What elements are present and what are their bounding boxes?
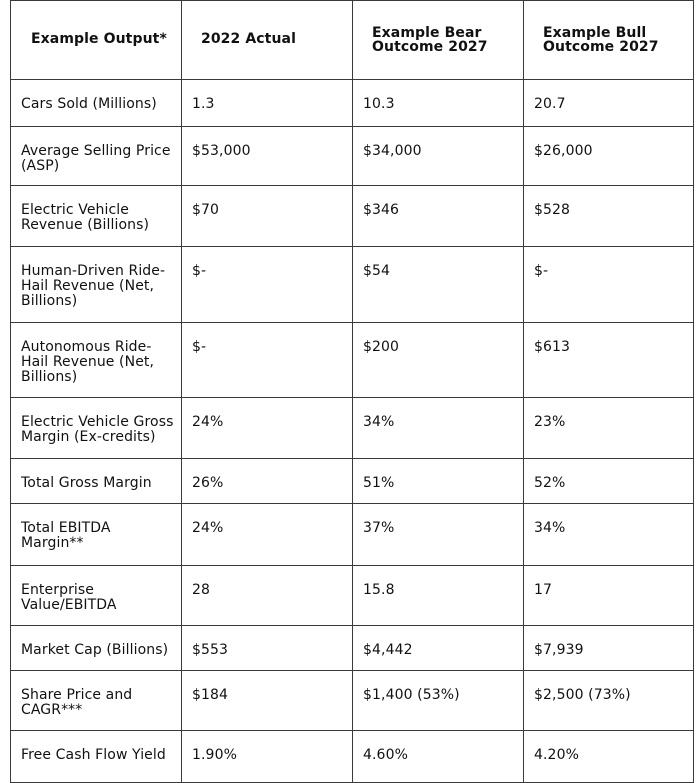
- cell-2022-actual: $553: [182, 626, 353, 671]
- cell-bear-2027: $200: [353, 323, 524, 398]
- cell-bull-2027: $7,939: [524, 626, 694, 671]
- cell-bull-2027: 52%: [524, 459, 694, 504]
- cell-bear-2027: $34,000: [353, 127, 524, 186]
- row-label: Free Cash Flow Yield: [11, 731, 182, 783]
- table-row: [11, 186, 694, 247]
- cell-bull-2027: $528: [524, 186, 694, 247]
- table-row: [11, 626, 694, 671]
- table-row: [11, 459, 694, 504]
- row-label: Share Price and CAGR***: [11, 671, 182, 731]
- cell-2022-actual: 24%: [182, 504, 353, 566]
- row-label: Enterprise Value/EBITDA: [11, 566, 182, 626]
- cell-bear-2027: $4,442: [353, 626, 524, 671]
- cell-bear-2027: $54: [353, 247, 524, 323]
- cell-2022-actual: $53,000: [182, 127, 353, 186]
- cell-bear-2027: 34%: [353, 398, 524, 459]
- cell-bull-2027: 4.20%: [524, 731, 694, 783]
- cell-bull-2027: 17: [524, 566, 694, 626]
- row-label: Total EBITDA Margin**: [11, 504, 182, 566]
- table-row: [11, 731, 694, 783]
- cell-bull-2027: 34%: [524, 504, 694, 566]
- cell-2022-actual: 1.90%: [182, 731, 353, 783]
- cell-bear-2027: $346: [353, 186, 524, 247]
- table-row: [11, 80, 694, 127]
- header-metric: Example Output*: [11, 1, 182, 80]
- row-label: Electric Vehicle Gross Margin (Ex-credits): [11, 398, 182, 459]
- table-body: [11, 80, 694, 783]
- row-label: Cars Sold (Millions): [11, 80, 182, 127]
- cell-2022-actual: 26%: [182, 459, 353, 504]
- table-row: [11, 671, 694, 731]
- cell-2022-actual: $-: [182, 323, 353, 398]
- cell-bull-2027: $26,000: [524, 127, 694, 186]
- cell-2022-actual: 28: [182, 566, 353, 626]
- row-label: Average Selling Price (ASP): [11, 127, 182, 186]
- cell-bear-2027: $1,400 (53%): [353, 671, 524, 731]
- cell-bear-2027: 15.8: [353, 566, 524, 626]
- cell-bear-2027: 4.60%: [353, 731, 524, 783]
- cell-bull-2027: 23%: [524, 398, 694, 459]
- cell-bull-2027: $2,500 (73%): [524, 671, 694, 731]
- cell-2022-actual: 1.3: [182, 80, 353, 127]
- cell-bull-2027: $613: [524, 323, 694, 398]
- cell-bear-2027: 51%: [353, 459, 524, 504]
- table-header: [11, 1, 694, 80]
- cell-2022-actual: $70: [182, 186, 353, 247]
- header-row: [11, 1, 694, 80]
- row-label: Autonomous Ride-Hail Revenue (Net, Billions): [11, 323, 182, 398]
- table-row: [11, 398, 694, 459]
- header-bear-2027: Example Bear Outcome 2027: [353, 1, 524, 80]
- cell-bull-2027: 20.7: [524, 80, 694, 127]
- row-label: Market Cap (Billions): [11, 626, 182, 671]
- table-row: [11, 127, 694, 186]
- cell-bear-2027: 37%: [353, 504, 524, 566]
- cell-2022-actual: $184: [182, 671, 353, 731]
- cell-2022-actual: 24%: [182, 398, 353, 459]
- cell-2022-actual: $-: [182, 247, 353, 323]
- table-row: [11, 504, 694, 566]
- header-bull-2027: Example Bull Outcome 2027: [524, 1, 694, 80]
- cell-bull-2027: $-: [524, 247, 694, 323]
- row-label: Human-Driven Ride-Hail Revenue (Net, Billions): [11, 247, 182, 323]
- header-2022-actual: 2022 Actual: [182, 1, 353, 80]
- table-row: [11, 566, 694, 626]
- table-row: [11, 323, 694, 398]
- forecast-table: [10, 0, 694, 783]
- row-label: Total Gross Margin: [11, 459, 182, 504]
- row-label: Electric Vehicle Revenue (Billions): [11, 186, 182, 247]
- table-row: [11, 247, 694, 323]
- cell-bear-2027: 10.3: [353, 80, 524, 127]
